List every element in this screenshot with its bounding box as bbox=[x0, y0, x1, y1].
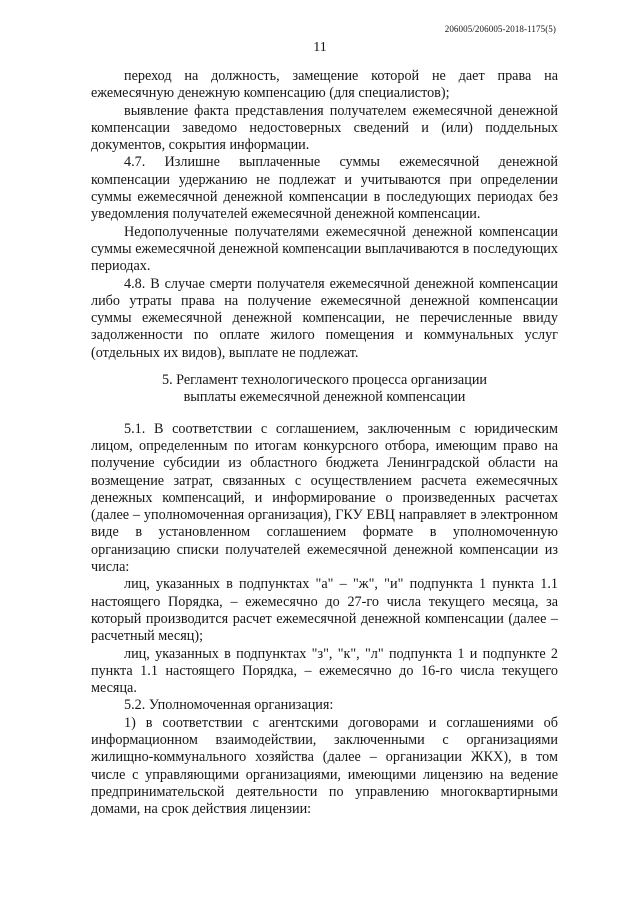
paragraph-4-8: 4.8. В случае смерти получателя ежемесячной денежной компенсации либо утраты права на получение ежемесячной денежной компенсации суммы ежемесячной денежной компенсации, не перечисленные ввиду задолженности по оплате жилого помещения и коммунальных услуг (отдельных их видов), выплате не подлежат. bbox=[91, 275, 558, 361]
paragraph: выявление факта представления получателем ежемесячной денежной компенсации заведомо недостоверных сведений и (или) поддельных документов, сокрытия информации. bbox=[91, 102, 558, 154]
paragraph-5-1: 5.1. В соответствии с соглашением, заключенным с юридическим лицом, определенным по итогам конкурсного отбора, имеющим право на получение субсидии из областного бюджета Ленинградской области на возмещение затрат, связанных с осуществлением расчета ежемесячных денежных компенсаций, и информирование о произведенных расчетах (далее – уполномоченная организация), ГКУ ЕВЦ направляет в электронном виде в установленном соглашением формате в уполномоченную организацию списки получателей ежемесячной денежной компенсации из числа: bbox=[91, 420, 558, 576]
document-body bbox=[91, 68, 558, 818]
section-heading bbox=[91, 372, 558, 407]
paragraph: лиц, указанных в подпунктах "а" – "ж", "и" подпункта 1 пункта 1.1 настоящего Порядка, – ежемесячно до 27-го числа текущего месяца, за который производится расчет ежемесячной денежной компенсации (далее – расчетный месяц); bbox=[91, 576, 558, 645]
paragraph-5-2: 5.2. Уполномоченная организация: bbox=[124, 697, 334, 714]
document-code: 206005/206005-2018-1175(5) bbox=[444, 24, 556, 34]
paragraph: Недополученные получателями ежемесячной денежной компенсации суммы ежемесячной денежной компенсации выплачиваются в последующих периодах. bbox=[91, 223, 558, 275]
paragraph-4-7: 4.7. Излишне выплаченные суммы ежемесячной денежной компенсации удержанию не подлежат и учитываются при определении суммы ежемесячной денежной компенсации в последующих периодах без уведомления получателей ежемесячной денежной компенсации. bbox=[91, 154, 558, 223]
page-number: 11 bbox=[313, 40, 327, 55]
paragraph: лиц, указанных в подпунктах "з", "к", "л" подпункта 1 и подпункте 2 пункта 1.1 настоящего Порядка, – ежемесячно до 16-го числа текущего месяца. bbox=[91, 645, 558, 697]
section-heading-line1: 5. Регламент технологического процесса организации bbox=[161, 372, 488, 389]
paragraph: 1) в соответствии с агентскими договорами и соглашениями об информационном взаимодействии, заключенными с организациями жилищно-коммунального хозяйства (далее – организации ЖКХ), в том числе с управляющими организациями, имеющими лицензию на ведение предпринимательской деятельности по управлению многоквартирными домами, на срок действия лицензии: bbox=[91, 714, 558, 818]
paragraph: переход на должность, замещение которой не дает права на ежемесячную денежную компенсацию (для специалистов); bbox=[91, 68, 558, 102]
section-heading-line2: выплаты ежемесячной денежной компенсации bbox=[183, 389, 466, 406]
